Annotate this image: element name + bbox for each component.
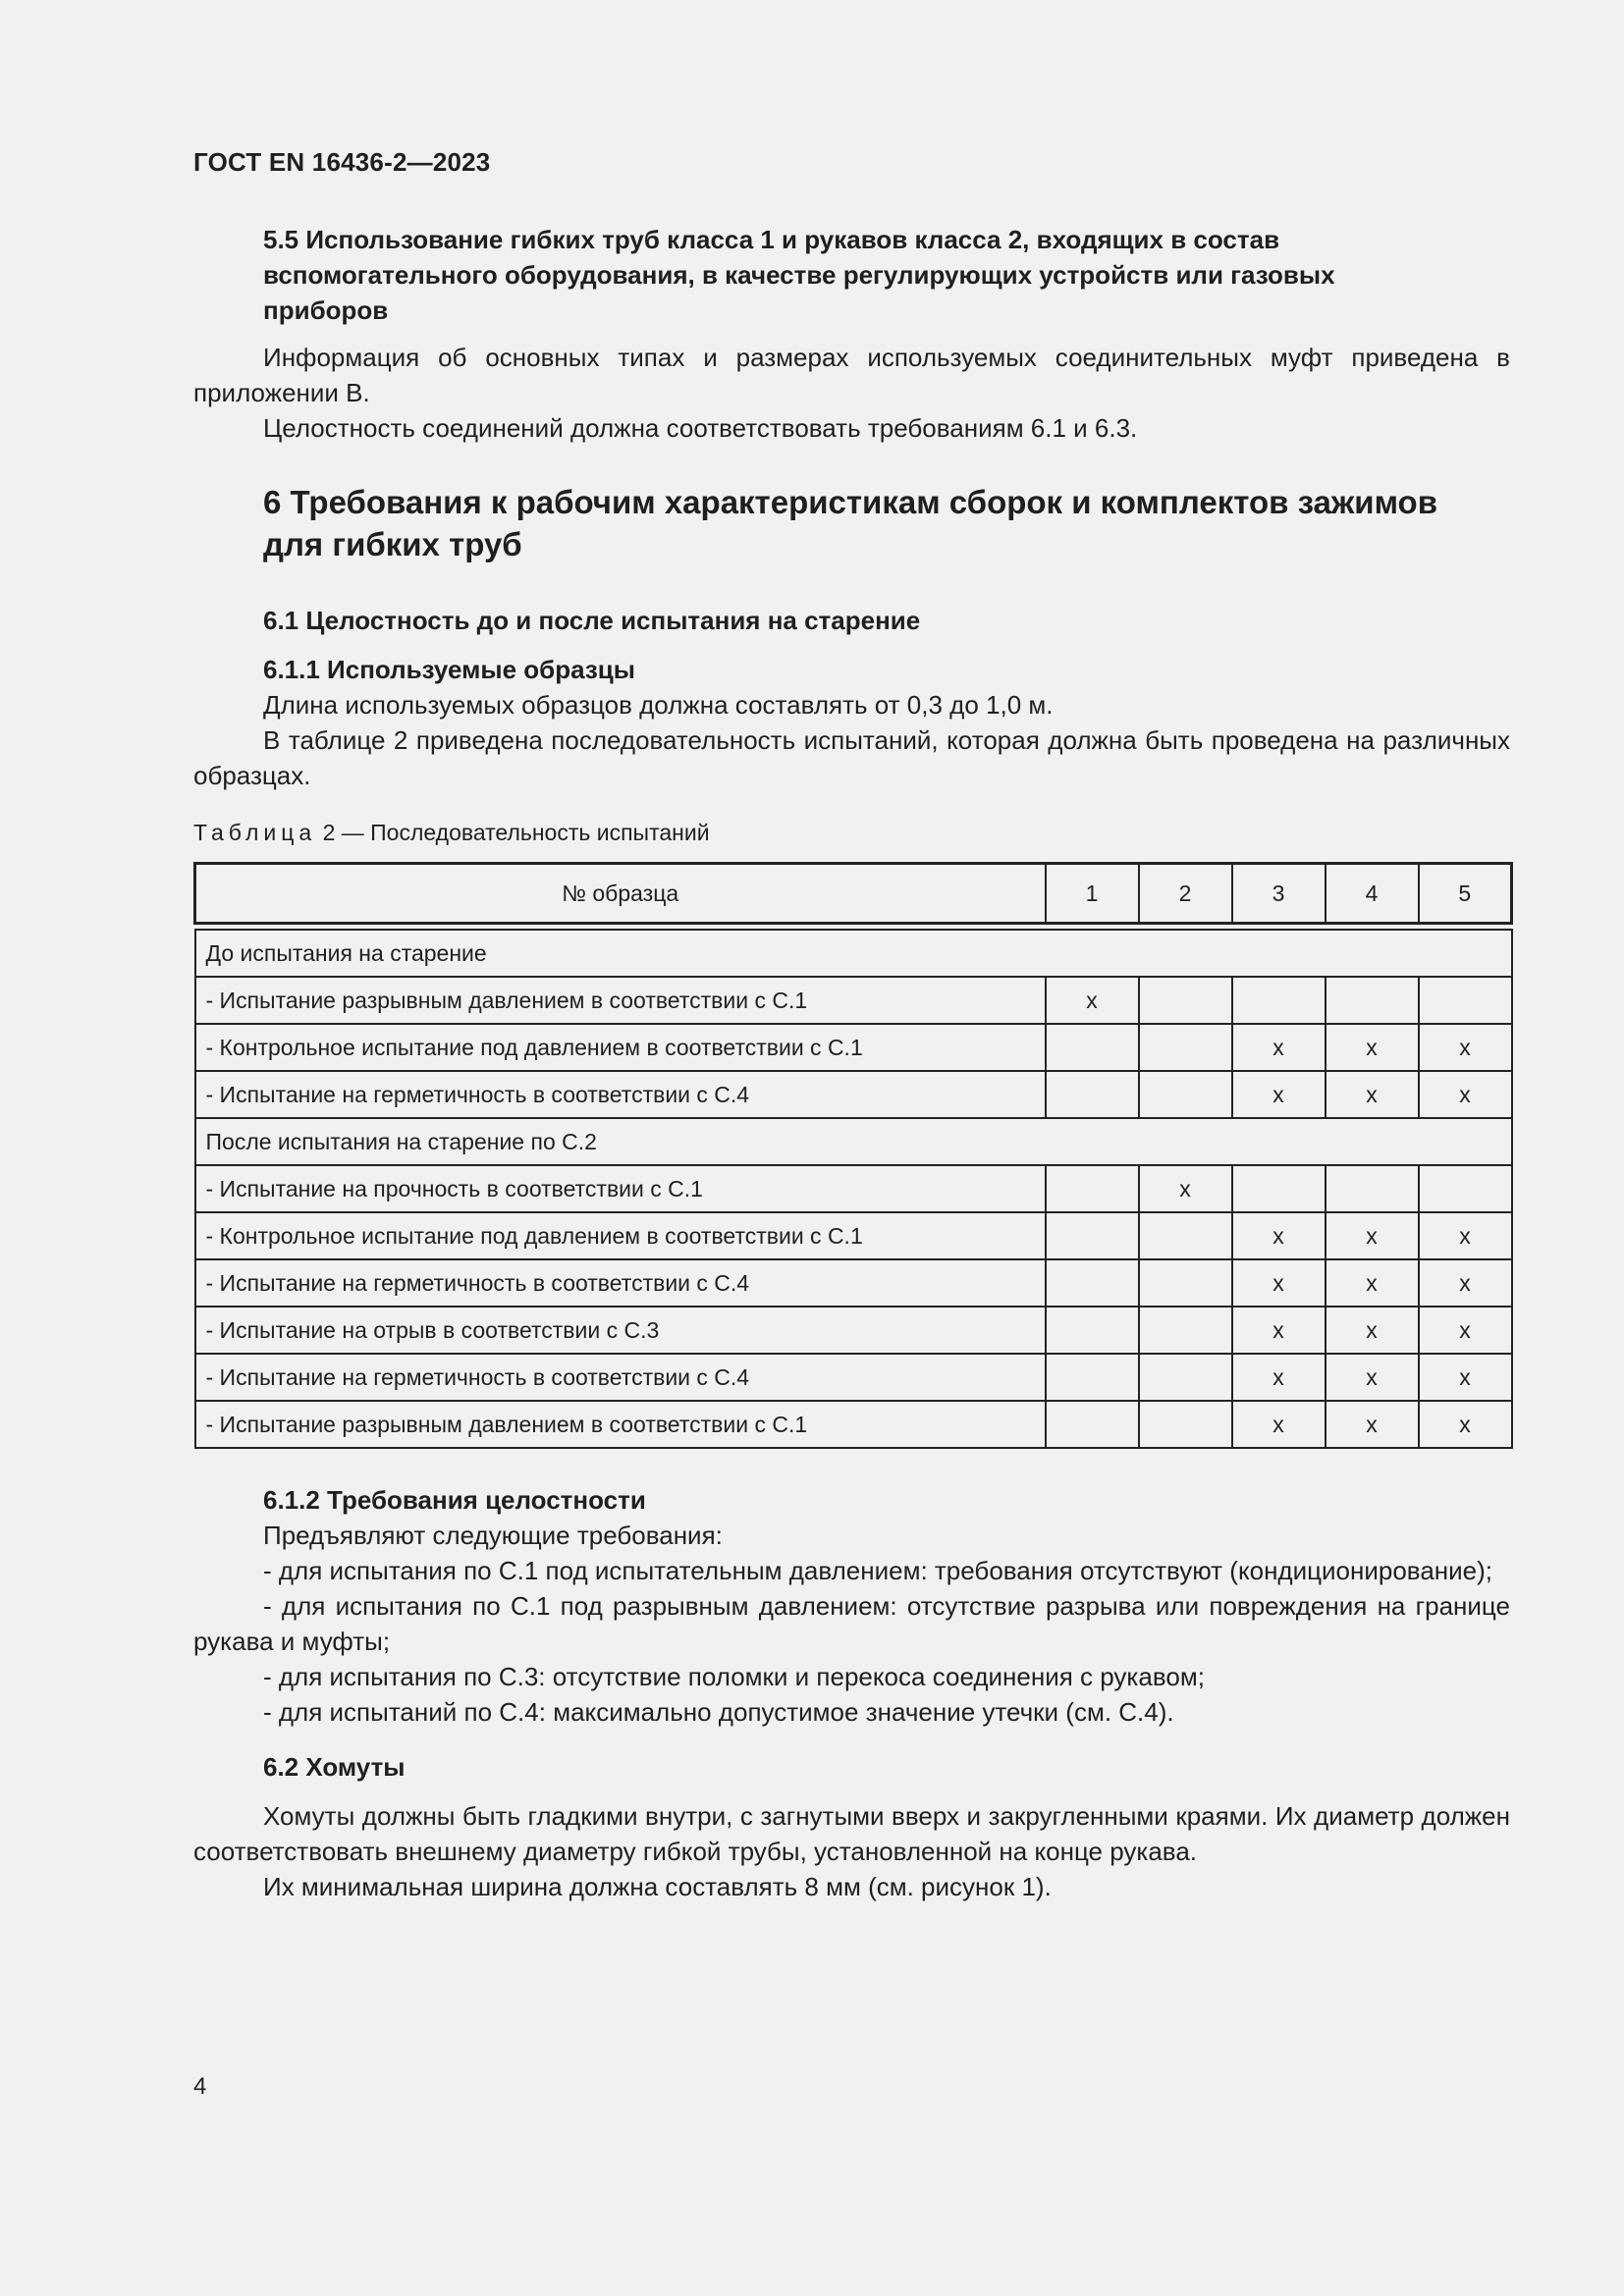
section-6-title: [193, 481, 1510, 565]
document-code: ГОСТ EN 16436-2—2023: [193, 147, 491, 177]
section-5-5-title-line1: 5.5 Использование гибких труб класса 1 и рукавов класса 2, входящих в состав: [263, 225, 1280, 254]
section-6-1-1-title: 6.1.1 Используемые образцы: [263, 655, 635, 684]
mark-cell: x: [1326, 1401, 1419, 1448]
section-5-5-title-line2: вспомогательного оборудования, в качестве регулирующих устройств или газовых: [263, 260, 1335, 290]
mark-cell: [1139, 1071, 1232, 1118]
row-label: - Испытание на прочность в соответствии с С.1: [195, 1165, 1046, 1212]
header-cell: 4: [1326, 864, 1419, 924]
mark-cell: [1419, 977, 1512, 1024]
mark-cell: x: [1419, 1071, 1512, 1118]
section-5-5-title: [193, 222, 1510, 328]
section-5-5-para2: Целостность соединений должна соответствовать требованиям 6.1 и 6.3.: [263, 413, 1138, 443]
group-label: После испытания на старение по С.2: [195, 1118, 1512, 1165]
requirement-item: - для испытаний по С.4: максимально допустимое значение утечки (см. С.4).: [263, 1697, 1174, 1727]
table-row: [195, 1024, 1512, 1071]
row-label: - Испытание на отрыв в соответствии с С.3: [195, 1307, 1046, 1354]
section-6-1-1-para2: В таблице 2 приведена последовательность испытаний, которая должна быть проведена на различных образцах.: [193, 725, 1510, 790]
mark-cell: [1046, 1071, 1139, 1118]
mark-cell: [1046, 1165, 1139, 1212]
row-label: - Контрольное испытание под давлением в соответствии с С.1: [195, 1024, 1046, 1071]
mark-cell: [1326, 977, 1419, 1024]
mark-cell: [1046, 1259, 1139, 1307]
mark-cell: x: [1232, 1354, 1326, 1401]
header-cell: 2: [1139, 864, 1232, 924]
section-6-1-title: 6.1 Целостность до и после испытания на старение: [263, 606, 921, 635]
mark-cell: x: [1326, 1307, 1419, 1354]
mark-cell: [1046, 1212, 1139, 1259]
mark-cell: x: [1419, 1307, 1512, 1354]
section-6-1-2-intro: Предъявляют следующие требования:: [263, 1521, 723, 1550]
section-5-5-para1: Информация об основных типах и размерах используемых соединительных муфт приведена в приложении B.: [193, 343, 1510, 407]
row-label: - Испытание разрывным давлением в соответствии с С.1: [195, 1401, 1046, 1448]
section-6-2-para1: Хомуты должны быть гладкими внутри, с загнутыми вверх и закругленными краями. Их диаметр должен соответствовать внешнему диаметру гибкой трубы, установленной на конце рукава.: [193, 1801, 1510, 1866]
mark-cell: [1046, 1401, 1139, 1448]
mark-cell: x: [1232, 1071, 1326, 1118]
row-label: - Испытание на герметичность в соответствии с С.4: [195, 1071, 1046, 1118]
table-row: [195, 1071, 1512, 1118]
section-6-2-para2: Их минимальная ширина должна составлять 8 мм (см. рисунок 1).: [263, 1872, 1052, 1901]
group-label: До испытания на старение: [195, 930, 1512, 977]
mark-cell: x: [1419, 1401, 1512, 1448]
mark-cell: [1046, 1024, 1139, 1071]
mark-cell: x: [1419, 1024, 1512, 1071]
requirement-item: - для испытания по С.1 под разрывным давлением: отсутствие разрыва или повреждения на границе рукава и муфты;: [193, 1591, 1510, 1656]
mark-cell: [1139, 1354, 1232, 1401]
mark-cell: [1139, 1307, 1232, 1354]
mark-cell: [1419, 1165, 1512, 1212]
mark-cell: x: [1139, 1165, 1232, 1212]
table-header-row: [195, 864, 1512, 924]
row-label: - Испытание на герметичность в соответствии с С.4: [195, 1259, 1046, 1307]
mark-cell: [1139, 1401, 1232, 1448]
row-label: - Контрольное испытание под давлением в соответствии с С.1: [195, 1212, 1046, 1259]
table-caption: [193, 815, 1510, 850]
requirement-item: - для испытания по С.1 под испытательным давлением: требования отсутствуют (кондиционирование);: [263, 1556, 1492, 1585]
mark-cell: x: [1326, 1024, 1419, 1071]
mark-cell: [1139, 977, 1232, 1024]
header-cell: 3: [1232, 864, 1326, 924]
mark-cell: [1326, 1165, 1419, 1212]
mark-cell: x: [1046, 977, 1139, 1024]
header-cell: № образца: [195, 864, 1046, 924]
mark-cell: x: [1419, 1354, 1512, 1401]
mark-cell: x: [1419, 1259, 1512, 1307]
header-cell: 1: [1046, 864, 1139, 924]
table-row: [195, 977, 1512, 1024]
mark-cell: x: [1326, 1354, 1419, 1401]
mark-cell: [1046, 1354, 1139, 1401]
page-content: [193, 222, 1510, 1904]
mark-cell: x: [1326, 1071, 1419, 1118]
mark-cell: [1232, 977, 1326, 1024]
table-row: [195, 1401, 1512, 1448]
header-cell: 5: [1419, 864, 1512, 924]
mark-cell: x: [1326, 1259, 1419, 1307]
table-row: [195, 1259, 1512, 1307]
mark-cell: x: [1232, 1401, 1326, 1448]
requirement-item: - для испытания по С.3: отсутствие поломки и перекоса соединения с рукавом;: [263, 1662, 1205, 1691]
row-label: - Испытание на герметичность в соответствии с С.4: [195, 1354, 1046, 1401]
table-row: [195, 1354, 1512, 1401]
table-caption-text: 2 — Последовательность испытаний: [316, 820, 710, 845]
mark-cell: [1232, 1165, 1326, 1212]
page-number: 4: [193, 2073, 207, 2100]
mark-cell: [1139, 1212, 1232, 1259]
section-6-title-line1: 6 Требования к рабочим характеристикам сборок и комплектов зажимов: [263, 484, 1437, 520]
section-6-2-title: 6.2 Хомуты: [263, 1752, 406, 1782]
table-row: [195, 1165, 1512, 1212]
table-row: [195, 1212, 1512, 1259]
section-6-title-line2: для гибких труб: [263, 526, 522, 562]
mark-cell: [1046, 1307, 1139, 1354]
section-5-5-title-line3: приборов: [263, 295, 389, 325]
table-group-row: [195, 930, 1512, 977]
test-sequence-table: [193, 862, 1513, 1449]
table-row: [195, 1307, 1512, 1354]
section-6-1-2-title: 6.1.2 Требования целостности: [263, 1485, 646, 1515]
mark-cell: [1139, 1259, 1232, 1307]
table-group-row: [195, 1118, 1512, 1165]
row-label: - Испытание разрывным давлением в соответствии с С.1: [195, 977, 1046, 1024]
mark-cell: x: [1232, 1024, 1326, 1071]
mark-cell: x: [1232, 1259, 1326, 1307]
mark-cell: x: [1419, 1212, 1512, 1259]
mark-cell: x: [1232, 1212, 1326, 1259]
table-caption-label: Таблица: [193, 820, 317, 845]
mark-cell: x: [1326, 1212, 1419, 1259]
mark-cell: x: [1232, 1307, 1326, 1354]
section-6-1-1-para1: Длина используемых образцов должна составлять от 0,3 до 1,0 м.: [263, 690, 1054, 720]
mark-cell: [1139, 1024, 1232, 1071]
